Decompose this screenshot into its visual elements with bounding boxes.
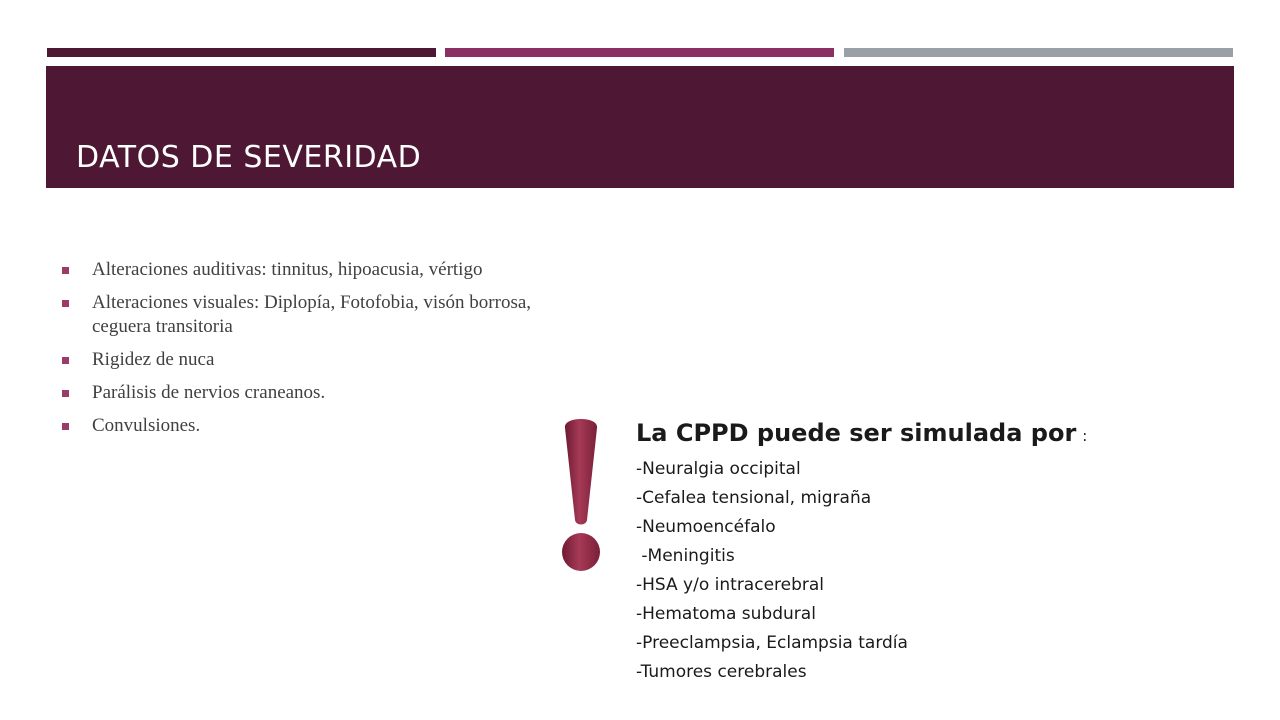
list-item: -Cefalea tensional, migraña — [636, 488, 872, 508]
square-bullet-icon — [62, 267, 69, 274]
callout-colon: : — [1082, 427, 1088, 445]
list-item: -Neumoencéfalo — [636, 517, 776, 537]
list-item: -Preeclampsia, Eclampsia tardía — [636, 633, 908, 653]
list-item-text: Alteraciones visuales: Diplopía, Fotofobia, visón borrosa, ceguera transitoria — [92, 292, 532, 337]
square-bullet-icon — [62, 300, 69, 307]
list-item: -Neuralgia occipital — [636, 459, 801, 479]
differential-callout — [636, 416, 1236, 687]
square-bullet-icon — [62, 357, 69, 364]
square-bullet-icon — [62, 390, 69, 397]
title-band — [46, 66, 1234, 188]
list-item — [62, 258, 582, 282]
top-accent-bar-gray — [844, 48, 1233, 57]
list-item: -Tumores cerebrales — [636, 662, 807, 682]
list-item-text: Alteraciones auditivas: tinnitus, hipoacusia, vértigo — [92, 259, 483, 280]
severity-list — [62, 258, 582, 447]
list-item: -Hematoma subdural — [636, 604, 816, 624]
top-accent-bar-dark — [47, 48, 436, 57]
list-item-text: Convulsiones. — [92, 415, 201, 436]
list-item — [62, 291, 582, 339]
slide-title: DATOS DE SEVERIDAD — [76, 140, 422, 175]
list-item — [62, 348, 582, 372]
callout-heading — [636, 416, 1236, 453]
list-item: -HSA y/o intracerebral — [636, 575, 825, 595]
list-item-text: Rigidez de nuca — [92, 349, 215, 370]
square-bullet-icon — [62, 423, 69, 430]
differential-list — [636, 455, 1236, 687]
list-item-text: Parálisis de nervios craneanos. — [92, 382, 326, 403]
list-item — [62, 381, 582, 405]
list-item: -Meningitis — [636, 546, 735, 566]
top-accent-bar-magenta — [445, 48, 834, 57]
callout-heading-text: La CPPD puede ser simulada por — [636, 419, 1077, 447]
list-item — [62, 414, 582, 438]
exclamation-icon — [551, 412, 611, 574]
